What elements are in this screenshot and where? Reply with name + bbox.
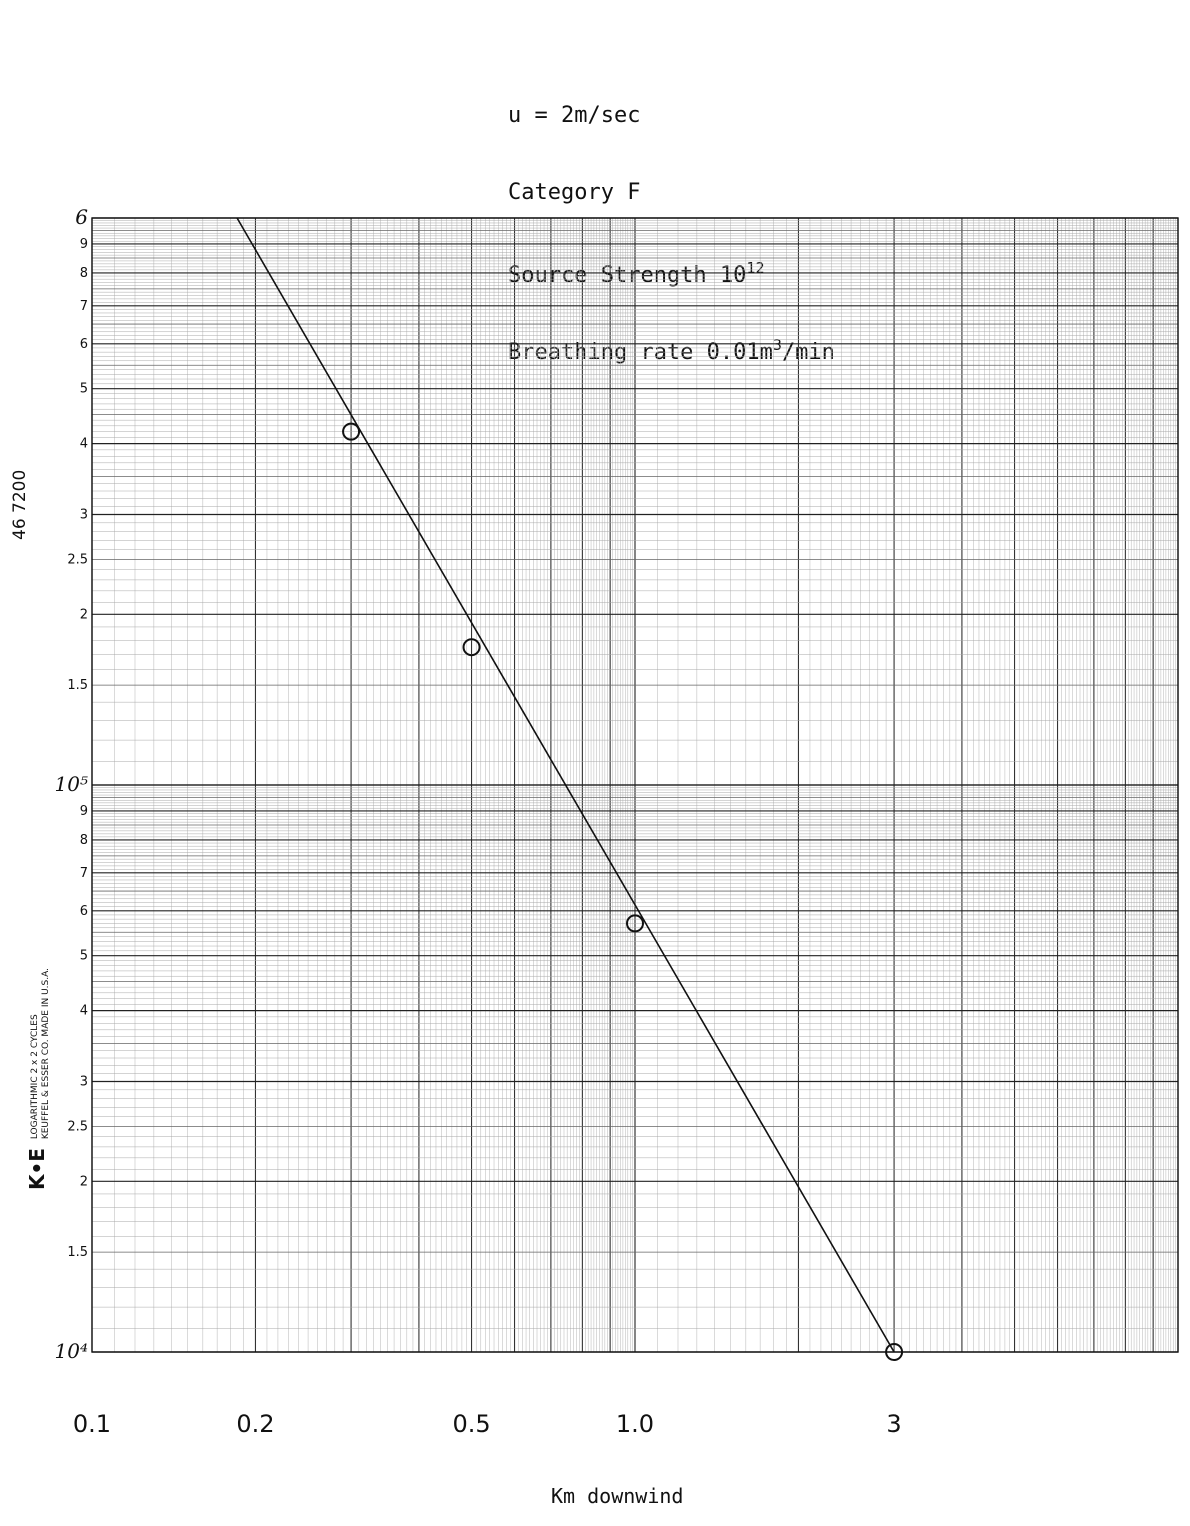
y-tick-label: 6 xyxy=(79,336,88,352)
y-axis-tick-labels xyxy=(55,205,89,1363)
y-tick-label: 3 xyxy=(79,507,88,523)
caption-breathing-rate-exponent: 3 xyxy=(772,335,782,354)
x-tick-label: 0.1 xyxy=(72,1410,112,1438)
x-tick-label: 0.2 xyxy=(236,1410,275,1438)
ke-logo: K•E xyxy=(24,1148,49,1190)
y-tick-label: 4 xyxy=(79,436,88,452)
y-tick-label: 8 xyxy=(79,265,88,281)
y-tick-label: 2 xyxy=(79,1174,88,1190)
y-tick-label: 3 xyxy=(79,1074,88,1090)
y-decade-label: 6 xyxy=(75,205,88,229)
paper-number: 46 7200 xyxy=(10,469,30,540)
y-tick-label: 8 xyxy=(79,832,88,848)
y-tick-label: 9 xyxy=(79,236,88,252)
graph-paper-grid xyxy=(92,218,1178,1352)
caption-source-strength-text: Source Strength 10 xyxy=(508,263,747,288)
caption-wind-speed: u = 2m/sec xyxy=(508,103,641,128)
y-tick-label: 7 xyxy=(79,298,88,314)
y-tick-label: 2.5 xyxy=(67,552,88,568)
x-axis-label: Km downwind xyxy=(551,1484,684,1508)
x-tick-label: 1.0 xyxy=(615,1410,655,1438)
y-tick-label: 1.5 xyxy=(67,678,88,694)
x-tick-label: 0.5 xyxy=(452,1410,491,1438)
paper-imprint-line2: KEUFFEL & ESSER CO. MADE IN U.S.A. xyxy=(41,968,51,1140)
caption-source-strength-exponent: 12 xyxy=(746,259,765,277)
y-decade-label: 10⁵ xyxy=(54,772,88,796)
x-axis-tick-labels xyxy=(73,1410,902,1438)
y-decade-label: 10⁴ xyxy=(54,1339,88,1363)
y-tick-label: 4 xyxy=(79,1003,88,1019)
data-series xyxy=(237,218,902,1360)
y-tick-label: 9 xyxy=(79,803,88,819)
paper-imprint-line1: LOGARITHMIC 2 x 2 CYCLES xyxy=(30,1014,40,1140)
x-tick-label: 3 xyxy=(886,1410,902,1438)
y-tick-label: 6 xyxy=(79,903,88,919)
y-tick-label: 2.5 xyxy=(67,1119,88,1135)
paper-imprint xyxy=(24,968,52,1190)
caption-category: Category F xyxy=(508,179,641,205)
y-tick-label: 2 xyxy=(79,607,88,623)
caption-breathing-rate-unit: /min xyxy=(781,339,835,365)
caption-breathing-rate-text: Breathing rate 0.01m xyxy=(508,339,773,365)
y-tick-label: 1.5 xyxy=(67,1245,88,1261)
y-tick-label: 5 xyxy=(79,948,88,964)
y-tick-label: 5 xyxy=(79,381,88,397)
y-tick-label: 7 xyxy=(79,865,88,881)
